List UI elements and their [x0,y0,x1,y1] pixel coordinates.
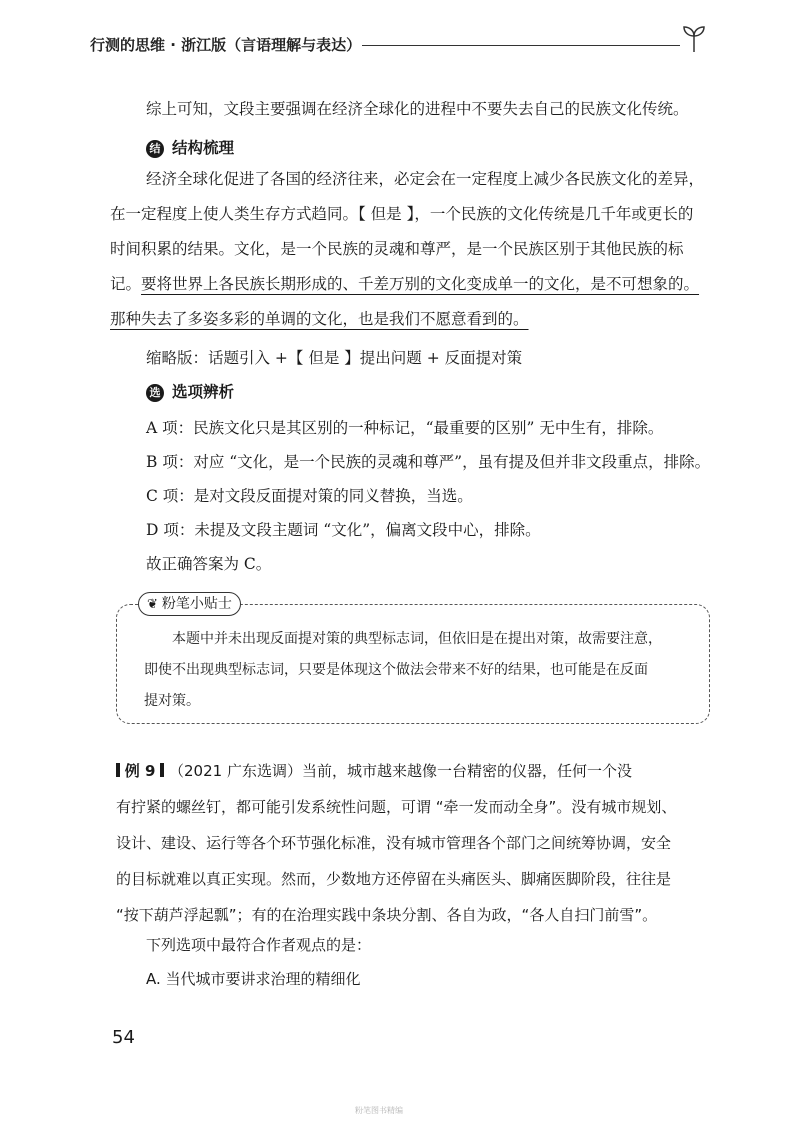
structure-line [110,267,716,302]
tip-line: 即使不出现典型标志词，只要是体现这个做法会带来不好的结果，也可能是在反面 [144,662,648,678]
question-stem: 下列选项中最符合作者观点的是： [146,936,372,954]
footer-watermark: 粉笔图书精编 [355,1106,403,1115]
sprout-icon: ❦ [147,597,158,612]
example-line [116,753,716,789]
options-badge-icon: 选 [146,384,164,402]
options-heading [146,380,234,402]
structure-heading-label: 结构梳理 [172,139,235,157]
conclusion-text: 综上可知，文段主要强调在经济全球化的进程中不要失去自己的民族文化传统。 [146,100,689,118]
tip-text [144,624,700,717]
structure-line: 时间积累的结果。文化，是一个民族的灵魂和尊严，是一个民族区别于其他民族的标 [110,240,684,258]
structure-badge-icon: 结 [146,140,164,158]
sprout-icon [678,22,710,54]
example-line: “按下葫芦浮起瓢”；有的在治理实践中条块分割、各自为政，“各人自扫门前雪”。 [116,906,658,924]
example-bar-left [116,763,120,777]
tip-label [138,592,241,616]
structure-line: 在一定程度上使人类生存方式趋同。【 但是 】，一个民族的文化传统是几千年或更长的 [110,205,694,223]
structure-summary: 缩略版：话题引入 +【 但是 】提出问题 + 反面提对策 [146,349,523,367]
example-block [116,753,716,933]
structure-heading [146,136,234,158]
example-bar-right [160,763,164,777]
option-analysis-b: B 项：对应 “文化，是一个民族的灵魂和尊严”，虽有提及但并非文段重点，排除。 [146,453,711,471]
underlined-countermeasure: 那种失去了多姿多彩的单调的文化，也是我们不愿意看到的。 [110,310,529,328]
running-header [90,32,720,62]
header-rule [362,45,680,46]
header-title: 行测的思维 · 浙江版（言语理解与表达） [90,36,362,54]
tip-line: 本题中并未出现反面提对策的典型标志词，但依旧是在提出对策，故需要注意， [172,631,662,647]
underlined-countermeasure: 要将世界上各民族长期形成的、千差万别的文化变成单一的文化，是不可想象的。 [141,275,700,293]
example-line-1: （2021 广东选调）当前，城市越来越像一台精密的仪器，任何一个没 [169,762,632,780]
tip-line: 提对策。 [144,693,200,709]
tip-label-text: 粉笔小贴士 [161,596,232,612]
example-line: 有拧紧的螺丝钉，都可能引发系统性问题，可谓 “牵一发而动全身”。没有城市规划、 [116,798,677,816]
example-line: 设计、建设、运行等各个环节强化标准，没有城市管理各个部门之间统筹协调，安全 [116,834,672,852]
example-line: 的目标就难以真正实现。然而，少数地方还停留在头痛医头、脚痛医脚阶段，往往是 [116,870,672,888]
choice-a: A. 当代城市要讲求治理的精细化 [146,970,361,988]
structure-line [110,302,716,337]
option-analysis-c: C 项：是对文段反面提对策的同义替换，当选。 [146,487,473,505]
example-tag: 例 9 [124,762,156,780]
structure-line-plain: 记。 [110,275,142,293]
option-analysis-a: A 项：民族文化只是其区别的一种标记，“最重要的区别” 无中生有，排除。 [146,419,664,437]
structure-body [110,162,716,337]
structure-line: 经济全球化促进了各国的经济往来，必定会在一定程度上减少各民族文化的差异， [146,170,705,188]
option-analysis-d: D 项：未提及文段主题词 “文化”，偏离文段中心，排除。 [146,521,541,539]
options-heading-label: 选项辨析 [172,383,235,401]
answer-text: 故正确答案为 C。 [146,555,272,573]
page-number: 54 [112,1027,135,1048]
